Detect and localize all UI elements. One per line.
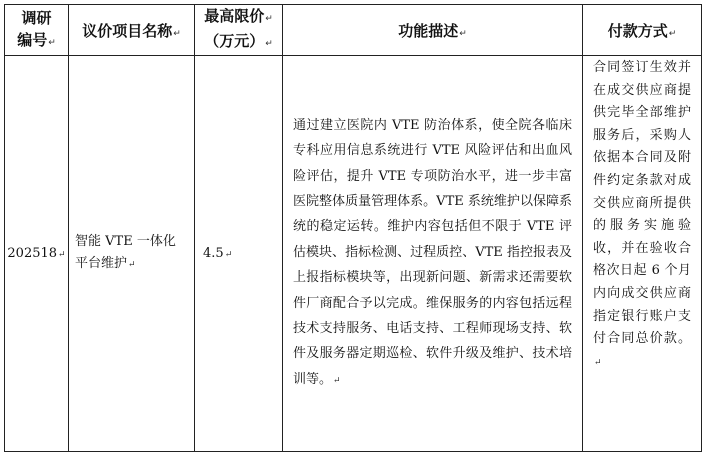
header-survey-code: 调研 编号↵ (5, 5, 69, 56)
header-price-line1: 最高限价 (204, 7, 265, 25)
cell-function: 通过建立医院内 VTE 防治体系，使全院各临床专科应用信息系统进行 VTE 风险评估和出血风险评估，提升 VTE 专项防治水平，进一步丰富医院整体质量管理体系。VTE 系统维护以保障系统的稳定运转。维护内容包括但不限于 VTE 评估模块、指标检测、过程质控、VTE 指控报表及上报指标模块等，出现新问题、新需求还需要软件厂商配合予以完成。维保服务的内容包括远程技术支持服务、电话支持、工程师现场支持、软件及服务器定期巡检、软件升级及维护、技术培训等。↵ (283, 56, 583, 452)
cell-payment: 合同签订生效并在成交供应商提供完毕全部维护服务后，采购人依据本合同及附件约定条款对成交供应商所提供的服务实施验收，并在验收合格次日起 6 个月内向成交供应商指定银行账户支付合同总价款。↵ (583, 56, 702, 452)
function-description: 通过建立医院内 VTE 防治体系，使全院各临床专科应用信息系统进行 VTE 风险评估和出血风险评估，提升 VTE 专项防治水平，进一步丰富医院整体质量管理体系。VTE 系统维护以保障系统的稳定运转。维护内容包括但不限于 VTE 评估模块、指标检测、过程质控、VTE 指控报表及上报指标模块等，出现新问题、新需求还需要软件厂商配合予以完成。维保服务的内容包括远程技术支持服务、电话支持、工程师现场支持、软件及服务器定期巡检、软件升级及维护、技术培训等。 (293, 117, 572, 387)
header-function-text: 功能描述 (398, 21, 459, 40)
header-payment: 付款方式↵ (583, 5, 702, 56)
procurement-table (4, 4, 702, 452)
header-code-line2: 编号 (17, 30, 48, 49)
header-payment-text: 付款方式 (607, 21, 668, 40)
project-name-value: 智能 VTE 一体化平台维护 (75, 234, 176, 271)
table-row (5, 56, 702, 452)
header-row (5, 5, 702, 56)
cell-max-price: 4.5↵ (195, 56, 283, 452)
header-project-name: 议价项目名称↵ (69, 5, 195, 56)
header-project-name-text: 议价项目名称 (82, 21, 173, 40)
cell-project-name: 智能 VTE 一体化平台维护↵ (69, 56, 195, 452)
survey-code-value: 202518 (7, 246, 58, 261)
header-function: 功能描述↵ (283, 5, 583, 56)
header-price-line2: （万元） (204, 32, 265, 50)
max-price-value: 4.5 (203, 246, 224, 261)
header-max-price: 最高限价↵ （万元）↵ (195, 5, 283, 56)
cell-survey-code: 202518↵ (5, 56, 69, 452)
payment-terms: 合同签订生效并在成交供应商提供完毕全部维护服务后，采购人依据本合同及附件约定条款对成交供应商所提供的服务实施验收，并在验收合格次日起 6 个月内向成交供应商指定银行账户支付合同总价款。 (593, 60, 691, 347)
header-code-line1: 调研 (21, 8, 52, 27)
